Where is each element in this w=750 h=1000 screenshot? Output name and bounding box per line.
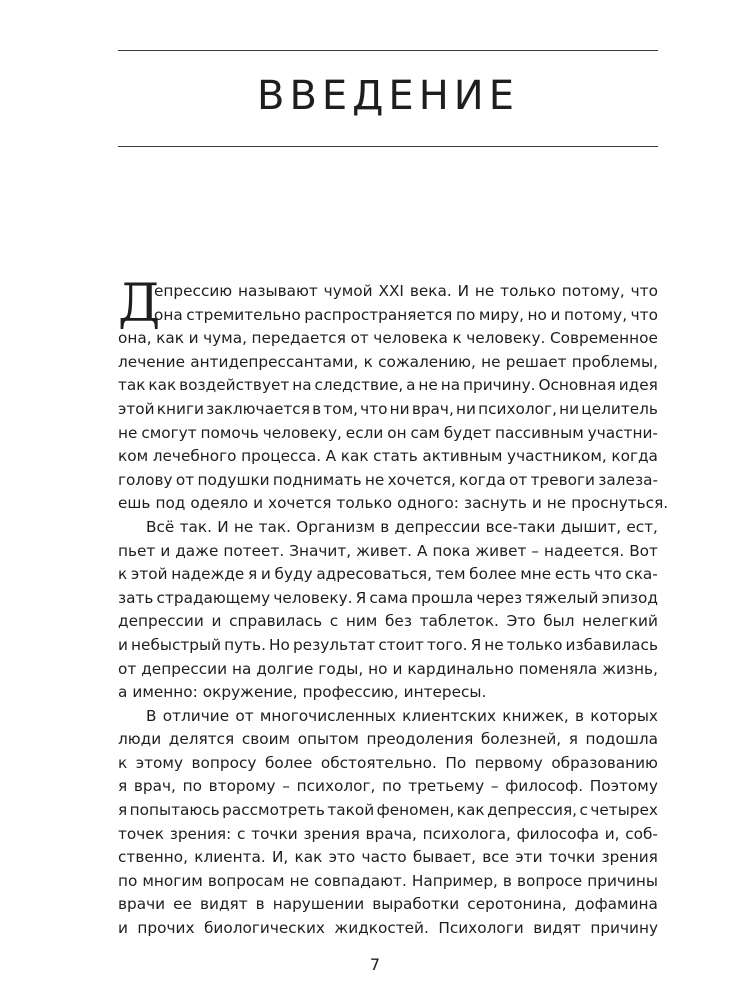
text-line: депрессии и справилась с ним без таблеток. Это был нелегкий xyxy=(118,612,658,631)
text-line: Всё так. И не так. Организм в депрессии все-таки дышит, ест, xyxy=(146,517,658,536)
text-line: от депрессии на долгие годы, но и кардинально поменяла жизнь, xyxy=(118,659,658,678)
text-line: так как воздействует на следствие, а не на причину. Основная идея xyxy=(118,376,658,395)
text-line: голову от подушки поднимать не хочется, когда от тревоги залеза- xyxy=(118,470,658,489)
text-line: к этой надежде я и буду адресоваться, тем более мне есть что ска- xyxy=(118,565,658,584)
bottom-rule xyxy=(118,146,658,147)
text-line: этой книги заключается в том, что ни врач, ни психолог, ни целитель xyxy=(118,399,658,418)
text-line: ешь под одеяло и хочется только одного: заснуть и не проснуться. xyxy=(118,494,669,513)
text-line: по многим вопросам не совпадают. Например, в вопросе причины xyxy=(118,871,658,890)
text-line: и небыстрый путь. Но результат стоит того. Я не только избавилась xyxy=(118,635,658,654)
text-line: лечение антидепрессантами, к сожалению, не решает проблемы, xyxy=(118,352,658,371)
text-line: к этому вопросу более обстоятельно. По первому образованию xyxy=(118,753,658,772)
page-number: 7 xyxy=(369,955,381,974)
drop-cap: Д xyxy=(118,274,161,334)
text-line: люди делятся своим опытом преодоления болезней, я подошла xyxy=(118,730,658,749)
text-line: я попытаюсь рассмотреть такой феномен, как депрессия, с четырех xyxy=(118,801,658,820)
text-line: В отличие от многочисленных клиентских книжек, в которых xyxy=(146,706,658,725)
text-line: врачи ее видят в нарушении выработки серотонина, дофамина xyxy=(118,895,658,914)
top-rule xyxy=(118,50,658,51)
text-line: ком лечебного процесса. А как стать активным участником, когда xyxy=(118,447,658,466)
chapter-title: ВВЕДЕНИЕ xyxy=(257,73,519,119)
text-line: не смогут помочь человеку, если он сам будет пассивным участни- xyxy=(118,423,658,442)
text-line: ственно, клиента. И, как это часто бывает, все эти точки зрения xyxy=(118,848,658,867)
body-text xyxy=(118,274,669,941)
text-line: точек зрения: с точки зрения врача, психолога, философа и, соб- xyxy=(118,824,658,843)
text-line: зать страдающему человеку. Я сама прошла через тяжелый эпизод xyxy=(118,588,658,607)
text-line: она, как и чума, передается от человека к человеку. Современное xyxy=(118,329,658,348)
text-line: пьет и даже потеет. Значит, живет. А пока живет – надеется. Вот xyxy=(118,541,658,560)
text-line: и прочих биологических жидкостей. Психологи видят причину xyxy=(118,919,658,938)
text-line: епрессию называют чумой XXI века. И не только потому, что xyxy=(154,282,658,300)
text-line: я врач, по второму – психолог, по третьему – философ. Поэтому xyxy=(118,777,658,796)
text-line: а именно: окружение, профессию, интересы. xyxy=(118,683,487,702)
text-line: она стремительно распространяется по миру, но и потому, что xyxy=(154,305,658,324)
